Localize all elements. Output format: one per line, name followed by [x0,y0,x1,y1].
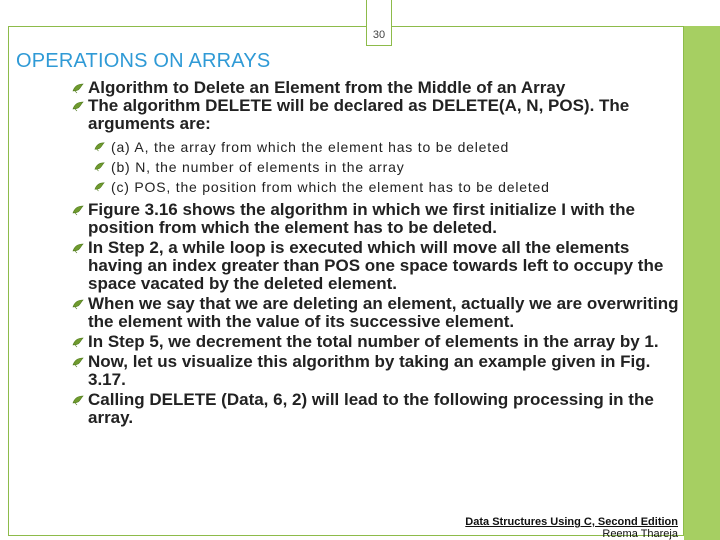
bullet-text: The algorithm DELETE will be declared as DELETE(A, N, POS). The arguments are: [88,96,630,133]
bullet-text: Figure 3.16 shows the algorithm in which we first initialize I with the position from which the element has to be deleted. [88,200,635,237]
bullet-item [72,295,682,331]
slide-title: OPERATIONS ON ARRAYS [16,50,271,72]
bullet-item [72,333,682,351]
bullet-item [72,353,682,389]
ornament-bullet-icon [72,82,84,94]
ornament-bullet-icon [94,181,105,192]
bullet-text: Calling DELETE (Data, 6, 2) will lead to the following processing in the array. [88,390,654,427]
bullet-list [72,79,682,427]
footer-author: Reema Thareja [602,528,678,540]
bullet-text: Now, let us visualize this algorithm by taking an example given in Fig. 3.17. [88,352,651,389]
sub-bullet-text: (a) A, the array from which the element has to be deleted [111,139,510,155]
sub-bullet-item [94,137,682,157]
ornament-bullet-icon [72,356,84,368]
ornament-bullet-icon [72,242,84,254]
bullet-item [72,97,682,197]
bullet-text: When we say that we are deleting an element, actually we are overwriting the element with the value of its successive element. [88,294,679,331]
sub-bullet-text: (c) POS, the position from which the element has to be deleted [111,179,550,195]
ornament-bullet-icon [94,141,105,152]
bullet-item [72,79,682,97]
sub-bullet-list [94,137,682,197]
bullet-text: Algorithm to Delete an Element from the Middle of an Array [88,78,566,97]
sub-bullet-text: (b) N, the number of elements in the array [111,159,405,175]
ornament-bullet-icon [72,394,84,406]
bullet-text: In Step 5, we decrement the total number of elements in the array by 1. [88,332,659,351]
slide-number: 30 [372,29,386,41]
ornament-bullet-icon [72,100,84,112]
bullet-text: In Step 2, a while loop is executed which will move all the elements having an index greater than POS one space towards left to occupy the space vacated by the deleted element. [88,238,664,293]
sub-bullet-item [94,157,682,177]
ornament-bullet-icon [72,204,84,216]
bullet-item [72,201,682,237]
accent-band [684,26,720,540]
sub-bullet-item [94,177,682,197]
ornament-bullet-icon [72,336,84,348]
slide-number-box [366,0,392,46]
footer-credit [465,516,678,540]
ornament-bullet-icon [94,161,105,172]
footer-book-title: Data Structures Using C, Second Edition [465,516,678,528]
ornament-bullet-icon [72,298,84,310]
bullet-item [72,391,682,427]
bullet-item [72,239,682,293]
